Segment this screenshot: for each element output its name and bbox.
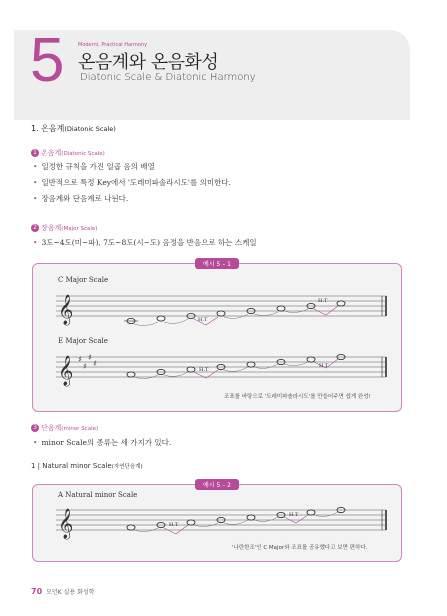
half-tone-label: H.T [318, 298, 328, 304]
example-tag: 예시 5 – 1 [195, 258, 239, 269]
e-major-staff [56, 349, 388, 393]
subheading-number: 2 [31, 224, 39, 232]
subheading-number: 3 [31, 424, 39, 432]
example-note: '나란한조'인 C Major와 조표를 공유했다고 보면 편하다. [232, 545, 368, 551]
half-tone-label: H.T [169, 522, 179, 528]
half-tone-label: H.T [198, 317, 208, 323]
book-title: 모던K 실용 화성학 [46, 589, 95, 596]
subheading-minor [31, 423, 98, 433]
section-title-small: (Diatonic Scale) [64, 125, 116, 133]
treble-clef-icon: 𝄞 [58, 295, 74, 325]
example-tag: 예시 5 – 2 [195, 479, 239, 490]
subheading-diatonic [31, 148, 105, 158]
a-minor-staff [56, 502, 388, 544]
chapter-title: 온음계와 온음화성 [78, 52, 219, 73]
svg-text:♯: ♯ [93, 359, 97, 368]
section-title-main: 1. 온음계 [31, 124, 65, 133]
half-tone-label: H.T [289, 512, 299, 518]
treble-clef-icon: 𝄞 [58, 356, 74, 386]
c-major-staff [56, 288, 388, 334]
section-title [31, 123, 116, 134]
subheading-label-small: (Major Scale) [61, 226, 98, 232]
subheading-major [31, 223, 97, 233]
treble-clef-icon: 𝄞 [58, 509, 74, 539]
subheading-label: 온음계 [41, 149, 62, 157]
half-tone-label: H.T [199, 367, 209, 373]
half-tone-label: H.T [319, 363, 329, 369]
subheading-label-small: (Diatonic Scale) [61, 151, 105, 157]
subheading-label-small: (minor Scale) [61, 426, 99, 432]
natural-minor-heading [31, 462, 143, 470]
chapter-subtitle: Modernl, Practical Harmony [78, 42, 148, 48]
svg-text:♯: ♯ [83, 362, 87, 371]
chapter-number: 5 [30, 26, 65, 95]
bullet-item: • 일정한 규칙을 가진 일곱 음의 배열 [33, 161, 155, 172]
scale-label: A Natural minor Scale [58, 491, 138, 499]
scale-label: C Major Scale [58, 276, 109, 284]
svg-text:♯: ♯ [88, 353, 92, 362]
chapter-title-en: Diatonic Scale & Diatonic Harmony [80, 72, 256, 83]
svg-text:♯: ♯ [78, 355, 82, 364]
bullet-item: • 일반적으로 특정 Key에서 '도레미파솔라시도'를 의미한다. [33, 177, 231, 188]
page-number: 70 [31, 587, 43, 596]
natural-minor-label: 1 | Natural minor Scale [31, 462, 112, 470]
natural-minor-label-small: (자연단음계) [111, 464, 143, 470]
scale-label: E Major Scale [58, 337, 108, 345]
bullet-item: • 3도~4도(미~파), 7도~8도(시~도) 음정을 반음으로 하는 스케일 [33, 237, 257, 248]
page-footer [31, 587, 94, 596]
subheading-number: 1 [31, 149, 39, 157]
bullet-item: • minor Scale의 종류는 세 가지가 있다. [33, 437, 171, 448]
subheading-label: 장음계 [41, 224, 62, 232]
example-note: 조표를 바탕으로 '도레미파솔라시도'를 만들어주면 쉽게 완성! [224, 394, 371, 400]
subheading-label: 단음계 [41, 424, 62, 432]
bullet-item: • 장음계와 단음계로 나뉜다. [33, 193, 128, 204]
